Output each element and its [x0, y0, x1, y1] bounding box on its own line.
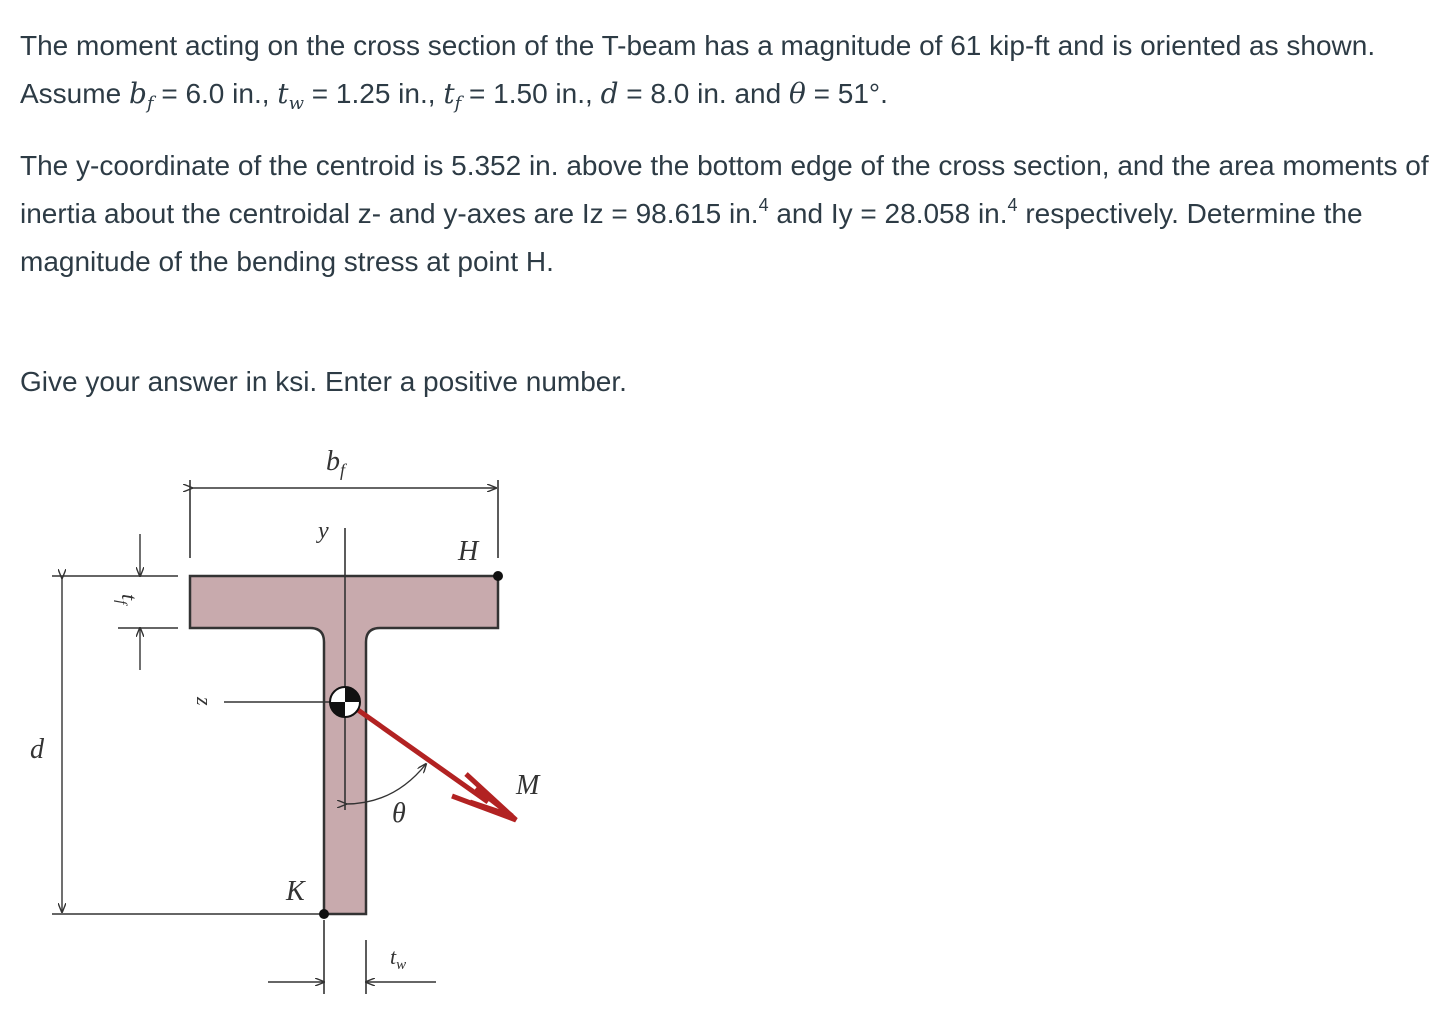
- tf-symbol: t: [443, 77, 455, 110]
- tw-symbol: t: [277, 77, 289, 110]
- centroid-text: The y-coordinate of the centroid is 5.352 in. above the bottom edge of the cross section, and the area moments of inertia about the centroidal z- and y-axes are Iz = 98.615 in.: [20, 150, 1429, 229]
- question-text: respectively. Determine the magnitude of the bending stress at point H.: [20, 198, 1363, 277]
- centroid-symbol: [330, 687, 360, 717]
- point-h-marker: [493, 571, 503, 581]
- d-symbol: d: [600, 77, 619, 110]
- iy-exponent: 4: [1007, 195, 1018, 215]
- iy-text: and Iy = 28.058 in.: [768, 198, 1008, 229]
- t-beam-diagram: [0, 430, 560, 1014]
- d-label: d: [30, 734, 44, 765]
- moment-arrow-shaft: [358, 710, 488, 802]
- bf-value: = 6.0 in.,: [153, 78, 278, 109]
- tf-label: $t_f$: [113, 594, 142, 605]
- z-axis-label: z: [192, 697, 217, 706]
- theta-label: θ: [392, 798, 406, 829]
- bf-subscript: f: [146, 93, 154, 114]
- t-section-shape: [190, 576, 498, 914]
- problem-paragraph-centroid: [20, 142, 1430, 286]
- d-value: = 8.0 in. and: [618, 78, 789, 109]
- problem-statement: [20, 22, 1430, 406]
- y-axis-label: y: [318, 518, 329, 544]
- answer-instructions: Give your answer in ksi. Enter a positive number.: [20, 366, 627, 397]
- theta-symbol: θ: [788, 77, 806, 110]
- bf-label: $b_f$: [326, 446, 346, 480]
- tw-label: $t_w$: [390, 944, 407, 973]
- tw-subscript: w: [288, 93, 304, 114]
- problem-paragraph-given: [20, 22, 1430, 118]
- point-k-label: K: [286, 876, 305, 907]
- bf-symbol: b: [128, 77, 147, 110]
- tw-value: = 1.25 in.,: [303, 78, 444, 109]
- tf-subscript: f: [454, 93, 462, 114]
- moment-label: M: [516, 770, 540, 801]
- given-intro-text: The moment acting on the cross section of the T-beam has a magnitude of 61 kip-ft and is oriented as shown. Assume: [20, 30, 1376, 109]
- point-h-label: H: [458, 536, 479, 567]
- tf-value: = 1.50 in.,: [461, 78, 601, 109]
- theta-value: = 51°.: [805, 78, 888, 109]
- iz-exponent: 4: [758, 195, 769, 215]
- t-beam-figure: [0, 430, 560, 1014]
- point-k-marker: [319, 909, 329, 919]
